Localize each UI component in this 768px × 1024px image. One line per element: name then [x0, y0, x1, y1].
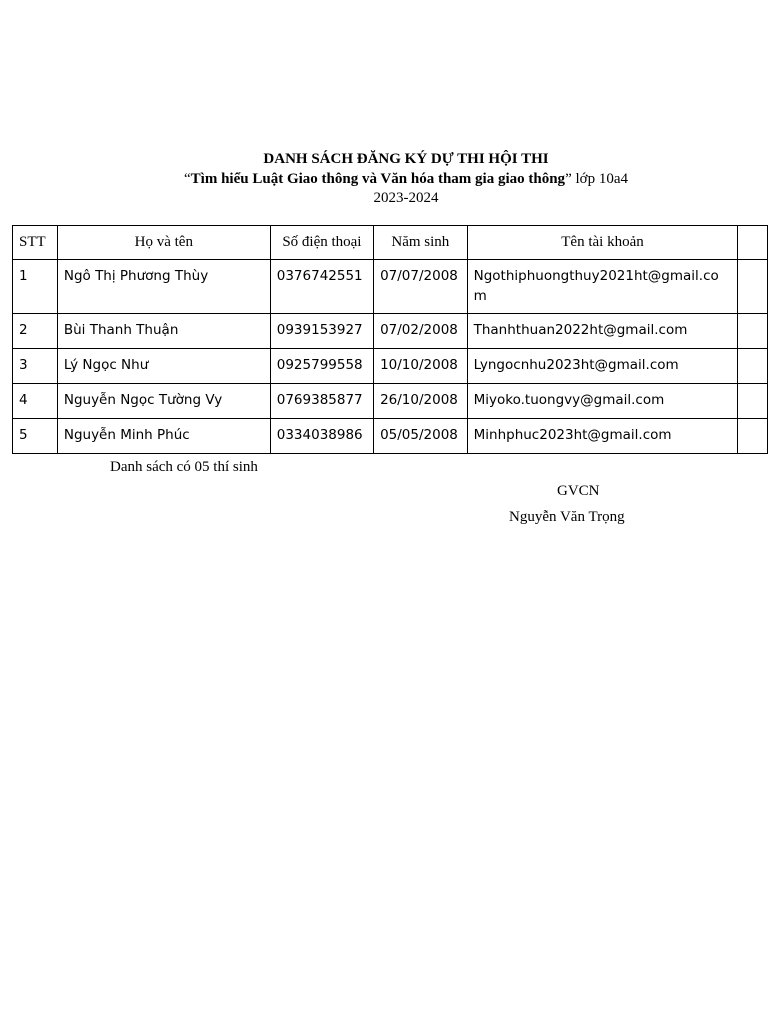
table-row — [13, 314, 768, 349]
cell-extra — [738, 314, 768, 349]
cell-stt: 3 — [13, 349, 58, 384]
cell-name: Ngô Thị Phương Thùy — [57, 260, 270, 314]
cell-name: Lý Ngọc Như — [57, 349, 270, 384]
table-row — [13, 349, 768, 384]
signature-name: Nguyễn Văn Trọng — [509, 509, 625, 525]
cell-phone: 0939153927 — [270, 314, 373, 349]
contest-name: Tìm hiểu Luật Giao thông và Văn hóa tham gia giao thông — [190, 171, 566, 187]
cell-name: Bùi Thanh Thuận — [57, 314, 270, 349]
cell-extra — [738, 419, 768, 454]
cell-account: Miyoko.tuongvy@gmail.com — [467, 384, 738, 419]
cell-birth: 05/05/2008 — [374, 419, 468, 454]
cell-extra — [738, 349, 768, 384]
contest-line — [0, 170, 768, 189]
column-header-stt: STT — [13, 226, 58, 260]
registration-table — [12, 225, 768, 454]
cell-name: Nguyễn Minh Phúc — [57, 419, 270, 454]
cell-stt: 2 — [13, 314, 58, 349]
table-header-row — [13, 226, 768, 260]
cell-account: Lyngocnhu2023ht@gmail.com — [467, 349, 738, 384]
column-header-name: Họ và tên — [57, 226, 270, 260]
cell-account: Minhphuc2023ht@gmail.com — [467, 419, 738, 454]
table-row — [13, 419, 768, 454]
candidate-count-note: Danh sách có 05 thí sinh — [110, 459, 258, 475]
open-quote: “ — [184, 171, 191, 187]
cell-stt: 4 — [13, 384, 58, 419]
signature-role: GVCN — [557, 483, 600, 499]
cell-extra — [738, 260, 768, 314]
cell-birth: 10/10/2008 — [374, 349, 468, 384]
cell-account: Ngothiphuongthuy2021ht@gmail.com — [467, 260, 738, 314]
column-header-phone: Số điện thoại — [270, 226, 373, 260]
cell-stt: 5 — [13, 419, 58, 454]
table-row — [13, 260, 768, 314]
class-label: lớp 10a4 — [571, 171, 628, 187]
cell-phone: 0334038986 — [270, 419, 373, 454]
column-header-birth: Năm sinh — [374, 226, 468, 260]
cell-birth: 07/07/2008 — [374, 260, 468, 314]
table-row — [13, 384, 768, 419]
cell-phone: 0376742551 — [270, 260, 373, 314]
cell-phone: 0769385877 — [270, 384, 373, 419]
school-year: 2023-2024 — [373, 190, 439, 206]
close-quote: ” — [565, 171, 572, 187]
cell-name: Nguyễn Ngọc Tường Vy — [57, 384, 270, 419]
cell-birth: 26/10/2008 — [374, 384, 468, 419]
cell-birth: 07/02/2008 — [374, 314, 468, 349]
document-title: DANH SÁCH ĐĂNG KÝ DỰ THI HỘI THI — [263, 151, 549, 167]
cell-stt: 1 — [13, 260, 58, 314]
cell-extra — [738, 384, 768, 419]
cell-account: Thanhthuan2022ht@gmail.com — [467, 314, 738, 349]
cell-phone: 0925799558 — [270, 349, 373, 384]
column-header-extra — [738, 226, 768, 260]
column-header-account: Tên tài khoản — [467, 226, 738, 260]
